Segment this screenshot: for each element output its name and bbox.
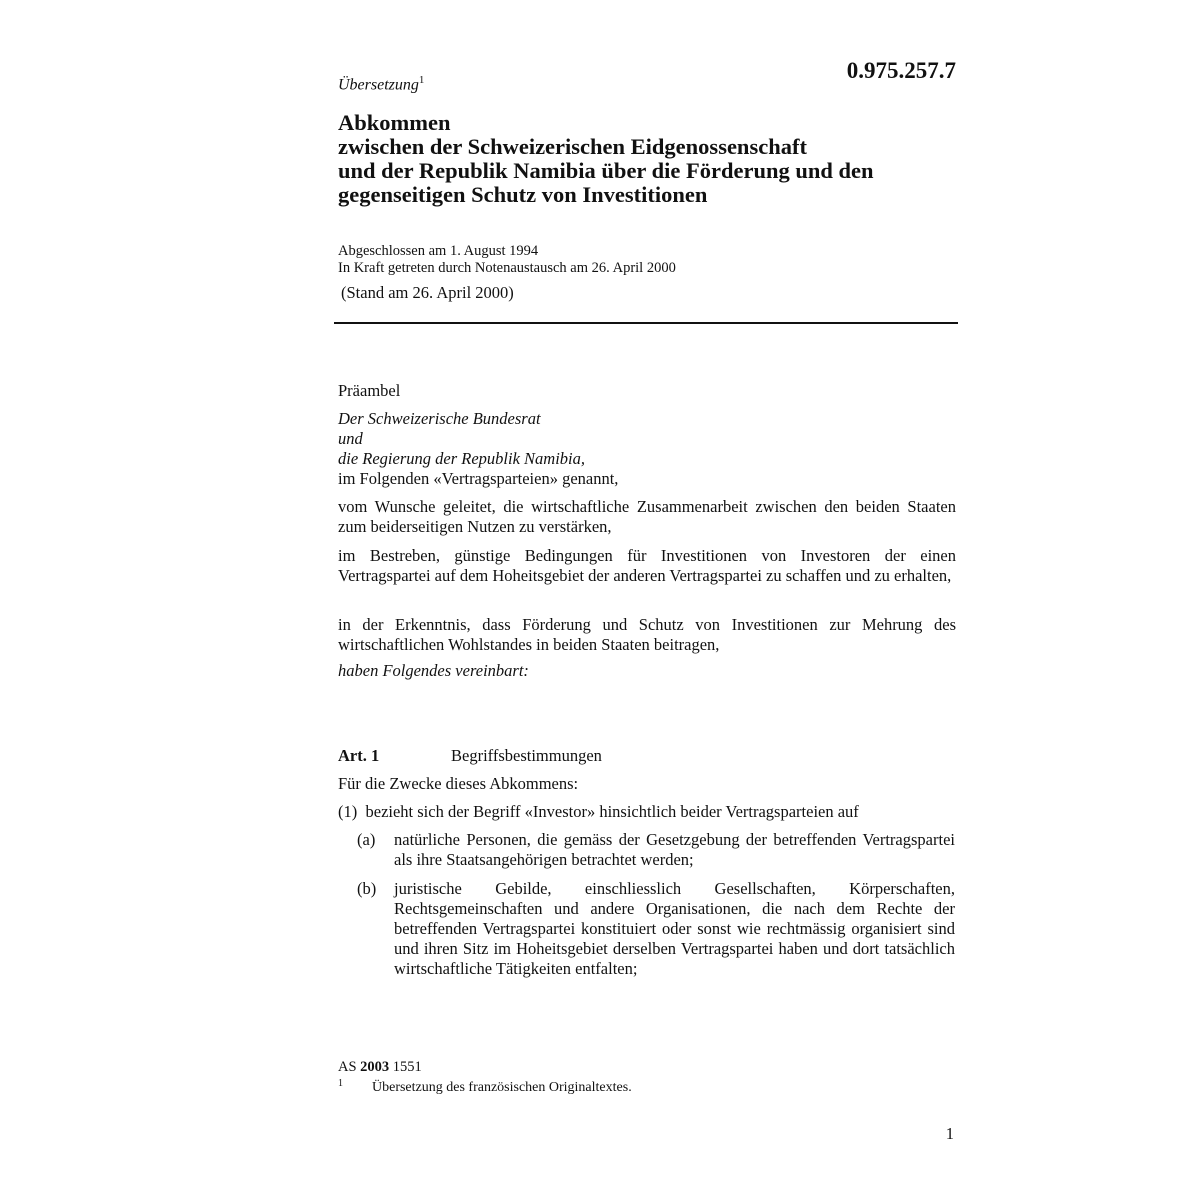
- item-text: natürliche Personen, die gemäss der Gesetzgebung der betreffenden Vertragspartei als ihre Staatsangehörigen betrachtet werden;: [394, 830, 955, 869]
- header-divider: [334, 322, 958, 324]
- preamble-paragraph: in der Erkenntnis, dass Förderung und Schutz von Investitionen zur Mehrung des wirtschaftlichen Wohlstandes in beiden Staaten beitragen,: [338, 615, 956, 654]
- article-paragraph-1: (1) bezieht sich der Begriff «Investor» hinsichtlich beider Vertragsparteien auf: [338, 802, 859, 821]
- conclusion-info: [338, 243, 676, 277]
- page-number: 1: [945, 1124, 954, 1143]
- preamble-named: im Folgenden «Vertragsparteien» genannt,: [338, 469, 619, 488]
- article-intro: Für die Zwecke dieses Abkommens:: [338, 774, 579, 793]
- item-label: (b): [357, 879, 377, 898]
- preamble-party-1: Der Schweizerische Bundesrat: [338, 409, 541, 428]
- document-title: [338, 111, 958, 207]
- footnote-reference: 1: [418, 74, 425, 86]
- item-label: (a): [357, 830, 376, 849]
- as-year: 2003: [360, 1059, 390, 1075]
- item-text: juristische Gebilde, einschliesslich Gesellschaften, Körperschaften, Rechtsgemeinschaften und andere Organisationen, die nach dem Rechte der betreffenden Vertragspartei konstituiert oder sonst wie rechtmässig organisiert sind und ihren Sitz im Hoheitsgebiet derselben Vertragspartei haben und dort tatsächlich wirtschaftliche Tätigkeiten entfalten;: [394, 879, 955, 978]
- in-force-date: In Kraft getreten durch Notenaustausch am 26. April 2000: [338, 260, 676, 276]
- translation-label: [338, 74, 424, 94]
- title-line: gegenseitigen Schutz von Investitionen: [338, 182, 708, 207]
- sr-number: 0.975.257.7: [846, 58, 956, 83]
- article-title: Begriffsbestimmungen: [451, 746, 602, 765]
- preamble-paragraph: im Bestreben, günstige Bedingungen für Investitionen von Investoren der einen Vertragspartei auf dem Hoheitsgebiet der anderen Vertragspartei zu schaffen und zu erhalten,: [338, 546, 956, 585]
- footnote-text: Übersetzung des französischen Originaltextes.: [372, 1080, 632, 1095]
- preamble-party-2: die Regierung der Republik Namibia,: [338, 449, 585, 468]
- as-page: 1551: [392, 1059, 422, 1075]
- article-heading: [338, 746, 602, 766]
- article-number: Art. 1: [338, 746, 380, 765]
- official-collection-reference: [338, 1059, 422, 1076]
- footnote: [338, 1080, 632, 1096]
- translation-text: Übersetzung: [338, 76, 419, 94]
- footnote-number: 1: [338, 1078, 343, 1089]
- status-date: (Stand am 26. April 2000): [341, 283, 514, 302]
- preamble-heading: Präambel: [338, 381, 401, 400]
- concluded-date: Abgeschlossen am 1. August 1994: [338, 243, 539, 259]
- preamble-paragraph: vom Wunsche geleitet, die wirtschaftliche Zusammenarbeit zwischen den beiden Staaten zum beiderseitigen Nutzen zu verstärken,: [338, 497, 956, 536]
- title-line: Abkommen: [338, 110, 451, 135]
- as-prefix: AS: [338, 1059, 357, 1075]
- title-line: und der Republik Namibia über die Förderung und den: [338, 158, 874, 183]
- preamble-agreement: haben Folgendes vereinbart:: [338, 661, 529, 680]
- preamble-and: und: [338, 429, 363, 448]
- title-line: zwischen der Schweizerischen Eidgenossenschaft: [338, 134, 807, 159]
